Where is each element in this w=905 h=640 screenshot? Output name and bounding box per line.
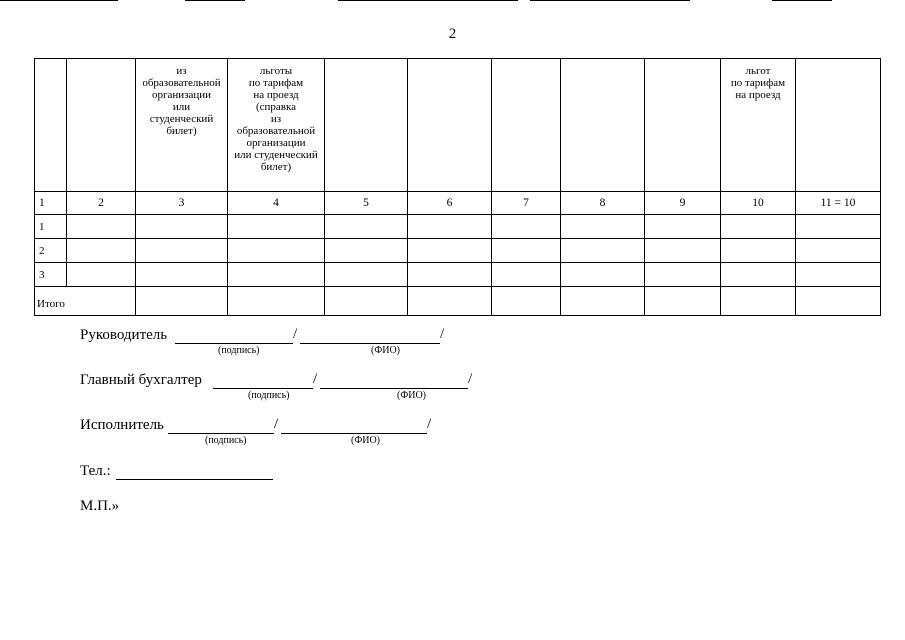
header-cell: льгот по тарифам на проезд [721,59,796,192]
header-cell: из образовательной организации или студенческий билет) [136,59,228,192]
top-rule [530,0,690,1]
separator-slash: / [427,416,432,432]
top-rule [338,0,518,1]
table-cell[interactable] [325,239,408,263]
table-cell[interactable] [325,215,408,239]
table-cell[interactable] [67,239,136,263]
accountant-signature-line[interactable] [213,388,313,389]
table-cell[interactable] [721,287,796,316]
table-cell[interactable] [67,215,136,239]
table-cell[interactable] [228,287,325,316]
table-cell[interactable] [645,287,721,316]
head-name-line[interactable] [300,343,440,344]
header-cell [796,59,881,192]
head-sign-caption: (подпись) [218,345,260,356]
column-number: 5 [325,192,408,215]
table-cell[interactable] [561,239,645,263]
table-cell[interactable] [136,263,228,287]
table-cell[interactable] [325,263,408,287]
row-label: 3 [35,263,67,287]
table-cell[interactable] [492,287,561,316]
column-number: 1 [35,192,67,215]
accountant-name-caption: (ФИО) [397,390,427,401]
column-number: 11 = 10 [796,192,881,215]
table-cell[interactable] [408,215,492,239]
accountant-sign-caption: (подпись) [248,390,290,401]
executor-signature-line[interactable] [168,433,274,434]
header-cell [408,59,492,192]
table-cell[interactable] [561,215,645,239]
table-header-row [35,59,881,192]
table-cell[interactable] [721,215,796,239]
header-cell [645,59,721,192]
table-cell[interactable] [721,239,796,263]
table-cell[interactable] [645,215,721,239]
column-number: 2 [67,192,136,215]
table-row [35,263,881,287]
column-number: 4 [228,192,325,215]
header-cell [492,59,561,192]
executor-name-line[interactable] [281,433,427,434]
accountant-name-line[interactable] [320,388,468,389]
separator-slash: / [293,326,298,342]
table-cell[interactable] [408,287,492,316]
table-cell[interactable] [721,263,796,287]
separator-slash: / [440,326,445,342]
table-cell[interactable] [136,215,228,239]
table-cell[interactable] [796,215,881,239]
table-cell[interactable] [796,263,881,287]
report-table [34,58,881,316]
top-rule [185,0,245,1]
head-signature-line[interactable] [175,343,293,344]
phone-line[interactable] [116,479,273,480]
table-cell[interactable] [492,215,561,239]
row-label: 1 [35,215,67,239]
table-cell[interactable] [325,287,408,316]
table-cell[interactable] [136,239,228,263]
table-cell[interactable] [408,263,492,287]
separator-slash: / [274,416,279,432]
header-cell: льготы по тарифам на проезд (справка из образовательной организации или студенческий билет) [228,59,325,192]
table-cell[interactable] [492,239,561,263]
separator-slash: / [313,371,318,387]
header-cell [561,59,645,192]
executor-label: Исполнитель [80,417,164,433]
table-cell[interactable] [228,263,325,287]
column-number: 6 [408,192,492,215]
head-label: Руководитель [80,327,168,343]
executor-name-caption: (ФИО) [351,435,381,446]
column-number: 10 [721,192,796,215]
phone-label: Тел.: [80,463,111,479]
table-cell[interactable] [228,239,325,263]
column-number: 7 [492,192,561,215]
table-row [35,239,881,263]
table-cell[interactable] [492,263,561,287]
column-number: 9 [645,192,721,215]
header-cell [67,59,136,192]
total-label: Итого [35,287,136,316]
table-cell[interactable] [228,215,325,239]
column-number-row [35,192,881,215]
table-cell[interactable] [408,239,492,263]
accountant-label: Главный бухгалтер [80,372,202,388]
top-rule [772,0,832,1]
table-cell[interactable] [136,287,228,316]
table-cell[interactable] [561,287,645,316]
column-number: 8 [561,192,645,215]
column-number: 3 [136,192,228,215]
table-cell[interactable] [67,263,136,287]
executor-sign-caption: (подпись) [205,435,247,446]
total-row [35,287,881,316]
table-cell[interactable] [561,263,645,287]
table-row [35,215,881,239]
table-cell[interactable] [645,239,721,263]
seal-label: М.П.» [80,498,120,514]
header-cell [325,59,408,192]
table-cell[interactable] [796,239,881,263]
top-rule [0,0,118,1]
header-cell [35,59,67,192]
separator-slash: / [468,371,473,387]
head-name-caption: (ФИО) [371,345,401,356]
page-number: 2 [448,26,457,42]
table-cell[interactable] [796,287,881,316]
table-cell[interactable] [645,263,721,287]
row-label: 2 [35,239,67,263]
